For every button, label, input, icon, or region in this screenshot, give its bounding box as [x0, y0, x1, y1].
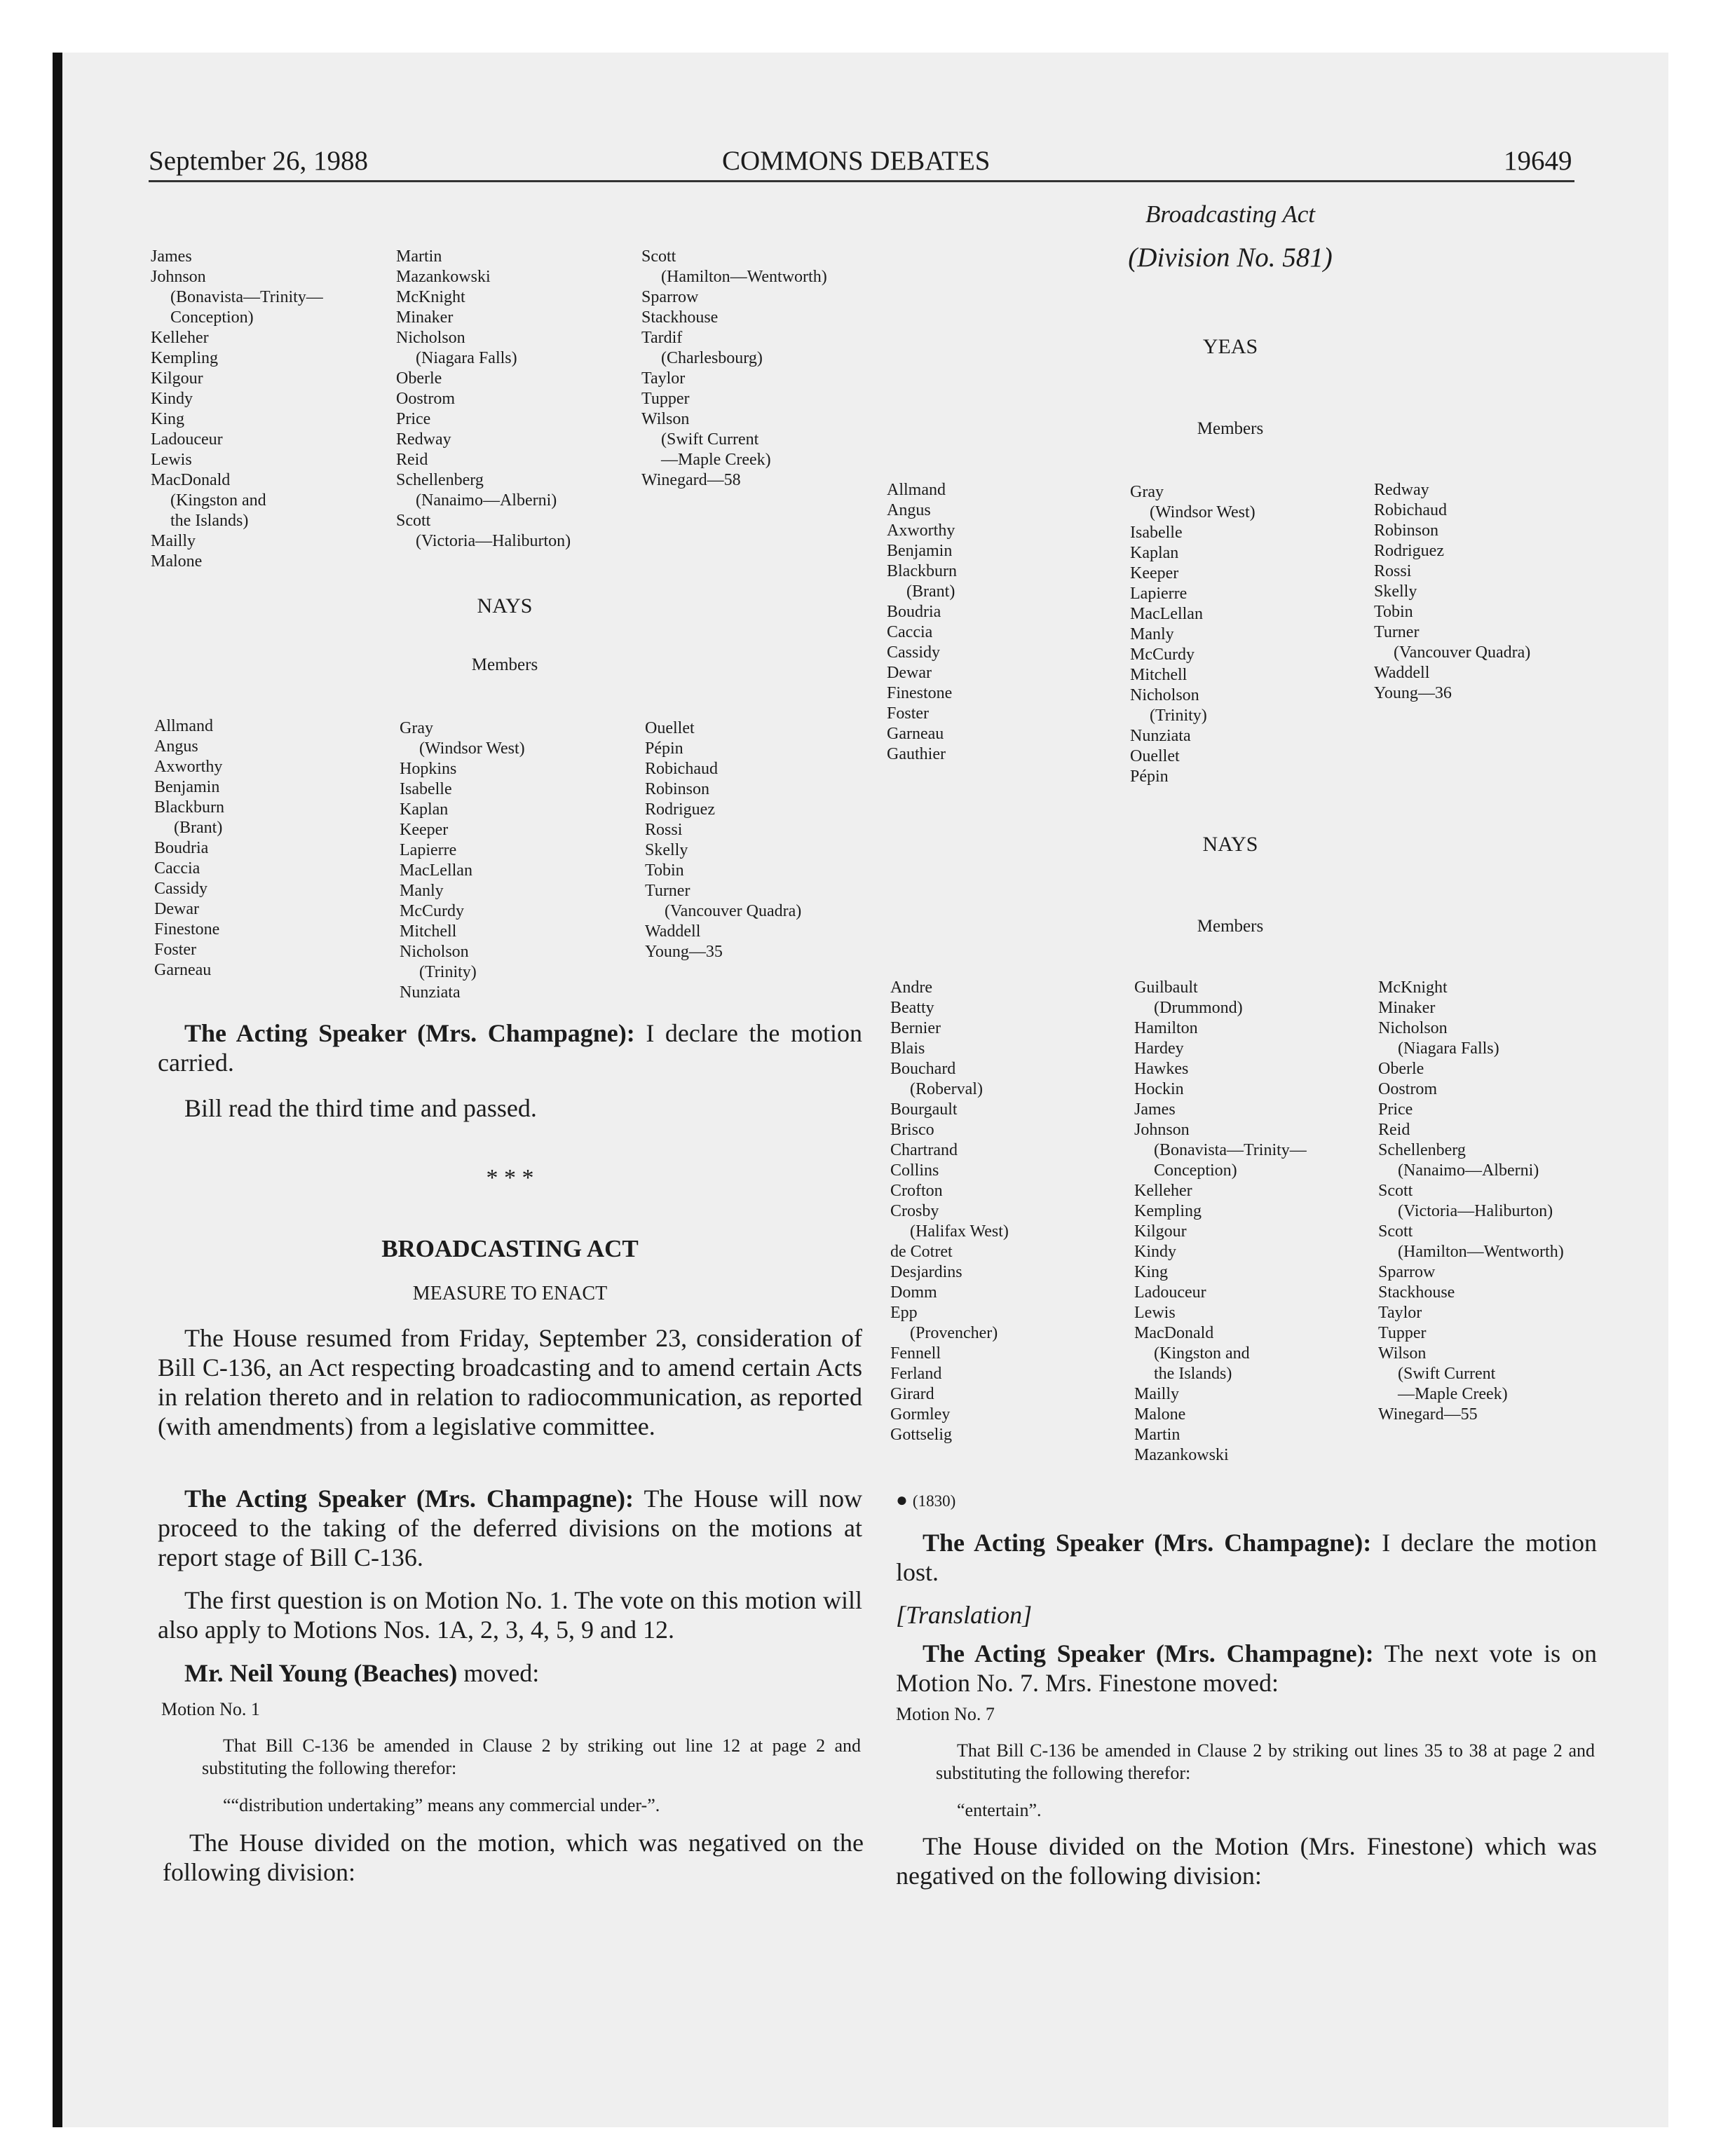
member-name: Stackhouse [641, 308, 719, 327]
member-name: Caccia [887, 623, 933, 641]
member-name: Waddell [645, 922, 701, 941]
member-name: Angus [887, 501, 931, 519]
member-name: Robinson [1374, 521, 1439, 540]
left-paragraph-bill-passed: Bill read the third time and passed. [184, 1094, 537, 1122]
member-name: (Provencher) [910, 1324, 998, 1342]
left-nays-col1 [154, 716, 224, 981]
member-name: Manly [1130, 625, 1174, 643]
member-name: (Brant) [906, 582, 955, 601]
member-name: Kempling [151, 349, 218, 367]
member-name: Mazankowski [1134, 1446, 1229, 1464]
speech-text: moved: [457, 1659, 540, 1687]
left-paragraph-deferred-divisions [158, 1484, 862, 1572]
member-name: Kelleher [1134, 1182, 1192, 1200]
scan-binding-edge [53, 53, 62, 2127]
member-name: (Trinity) [419, 963, 477, 981]
member-name: Winegard—55 [1378, 1405, 1478, 1424]
speaker-name: The Acting Speaker (Mrs. Champagne): [923, 1529, 1372, 1557]
member-name: Martin [1134, 1426, 1181, 1444]
member-name: MacLellan [400, 861, 472, 880]
member-name: Kilgour [151, 369, 203, 388]
member-name: Isabelle [400, 780, 452, 798]
member-name: Sparrow [1378, 1263, 1436, 1281]
member-name: Johnson [1134, 1121, 1190, 1139]
member-name: Crosby [890, 1202, 939, 1220]
speech-text: I declare the motion carried. [158, 1019, 862, 1077]
member-name: Young—36 [1374, 684, 1452, 702]
member-name: Hopkins [400, 760, 457, 778]
member-name: Kempling [1134, 1202, 1202, 1220]
member-name: Foster [887, 704, 929, 723]
right-paragraph-next-vote [896, 1639, 1597, 1698]
left-nays-col3 [645, 718, 801, 962]
speaker-name: The Acting Speaker (Mrs. Champagne): [923, 1639, 1374, 1667]
member-name: (Windsor West) [1150, 503, 1256, 521]
right-yeas-col2 [1130, 482, 1256, 787]
member-name: Lewis [1134, 1304, 1176, 1322]
left-paragraph-moved [158, 1658, 862, 1688]
left-yeas-col1 [151, 247, 323, 572]
member-name: Kindy [1134, 1243, 1176, 1261]
member-name: Rodriguez [1374, 542, 1444, 560]
member-name: (Vancouver Quadra) [1394, 643, 1531, 662]
member-name: —Maple Creek) [1398, 1385, 1508, 1403]
time-marker [896, 1489, 955, 1512]
member-name: Mitchell [400, 922, 457, 941]
member-name: Bernier [890, 1019, 941, 1037]
member-name: (Drummond) [1154, 999, 1243, 1017]
member-name: Brisco [890, 1121, 934, 1139]
member-name: the Islands) [170, 512, 249, 530]
speech-text: The House will now proceed to the taking of the deferred divisions on the motions at report stage of Bill C-136. [158, 1485, 863, 1571]
left-paragraph-house-resumed: The House resumed from Friday, September 23, consideration of Bill C-136, an Act respecting broadcasting and to amend certain Acts in relation thereto and in relation to radiocommunication, as reported (with amendments) from a legislative committee. [158, 1324, 862, 1440]
member-name: Allmand [887, 481, 946, 499]
member-name: Girard [890, 1385, 934, 1403]
member-name: Turner [645, 882, 690, 900]
member-name: Oostrom [1378, 1080, 1437, 1098]
member-name: MacDonald [151, 471, 231, 489]
member-name: Wilson [641, 410, 690, 428]
member-name: Johnson [151, 268, 206, 286]
member-name: Chartrand [890, 1141, 958, 1159]
member-name: Nunziata [400, 983, 461, 1002]
member-name: Cassidy [154, 880, 208, 898]
left-motion-text: That Bill C-136 be amended in Clause 2 by striking out line 12 at page 2 and substituting the following therefor: [202, 1735, 861, 1778]
right-act-title: Broadcasting Act [1145, 200, 1316, 228]
left-nays-col2 [400, 718, 525, 1003]
right-division-number: (Division No. 581) [1128, 243, 1333, 273]
member-name: Gormley [890, 1405, 951, 1424]
member-name: Robinson [645, 780, 710, 798]
speaker-name: Mr. Neil Young (Beaches) [184, 1659, 458, 1687]
member-name: Tardif [641, 329, 683, 347]
member-name: (Windsor West) [419, 739, 525, 758]
member-name: Blackburn [154, 798, 224, 817]
member-name: Conception) [170, 308, 254, 327]
member-name: Andre [890, 978, 932, 997]
member-name: (Hamilton—Wentworth) [1398, 1243, 1564, 1261]
member-name: Crofton [890, 1182, 943, 1200]
member-name: Mailly [151, 532, 196, 550]
member-name: Dewar [154, 900, 199, 918]
member-name: Fennell [890, 1344, 941, 1363]
member-name: (Kingston and [1154, 1344, 1250, 1363]
member-name: (Vancouver Quadra) [665, 902, 802, 920]
member-name: Nicholson [1130, 686, 1199, 704]
member-name: Kelleher [151, 329, 209, 347]
member-name: Ferland [890, 1365, 942, 1383]
right-members-heading: Members [1197, 419, 1264, 438]
member-name: Allmand [154, 717, 213, 735]
member-name: Foster [154, 941, 196, 959]
member-name: Lapierre [400, 841, 457, 859]
bullet-dot-icon: ● [896, 1489, 913, 1511]
member-name: Beatty [890, 999, 934, 1017]
member-name: (Bonavista—Trinity— [1154, 1141, 1307, 1159]
member-name: Keeper [400, 821, 449, 839]
member-name: Mazankowski [396, 268, 491, 286]
member-name: the Islands) [1154, 1365, 1232, 1383]
member-name: Oberle [396, 369, 442, 388]
left-paragraph-motion-carried [158, 1018, 862, 1077]
member-name: Skelly [1374, 582, 1417, 601]
member-name: Hamilton [1134, 1019, 1198, 1037]
time-marker-text: (1830) [912, 1492, 956, 1510]
member-name: Robichaud [1374, 501, 1447, 519]
member-name: McKnight [1378, 978, 1448, 997]
member-name: (Halifax West) [910, 1222, 1009, 1241]
member-name: Garneau [154, 961, 212, 979]
header-page-number: 19649 [1504, 146, 1572, 176]
member-name: (Trinity) [1150, 707, 1207, 725]
member-name: Kindy [151, 390, 193, 408]
member-name: Reid [396, 451, 428, 469]
member-name: Nicholson [1378, 1019, 1448, 1037]
right-translation-note: [Translation] [896, 1601, 1033, 1629]
right-paragraph-motion-lost [896, 1528, 1597, 1587]
member-name: Scott [1378, 1222, 1413, 1241]
left-motion-label: Motion No. 1 [161, 1699, 260, 1719]
member-name: Angus [154, 737, 198, 756]
member-name: Winegard—58 [641, 471, 741, 489]
member-name: Tupper [1378, 1324, 1427, 1342]
member-name: Blackburn [887, 562, 957, 580]
right-yeas-col3 [1374, 480, 1530, 704]
member-name: (Niagara Falls) [416, 349, 517, 367]
member-name: Oberle [1378, 1060, 1424, 1078]
member-name: (Nanaimo—Alberni) [416, 491, 557, 510]
member-name: Gottselig [890, 1426, 952, 1444]
member-name: Keeper [1130, 564, 1179, 582]
member-name: Benjamin [887, 542, 953, 560]
right-nays-col1 [890, 978, 1009, 1445]
member-name: Price [1378, 1100, 1413, 1119]
member-name: Boudria [887, 603, 941, 621]
member-name: Boudria [154, 839, 209, 857]
member-name: Waddell [1374, 664, 1430, 682]
member-name: Wilson [1378, 1344, 1427, 1363]
right-motion-label: Motion No. 7 [896, 1704, 995, 1724]
member-name: Lewis [151, 451, 192, 469]
member-name: Garneau [887, 725, 944, 743]
member-name: (Niagara Falls) [1398, 1039, 1499, 1058]
member-name: Epp [890, 1304, 918, 1322]
member-name: (Brant) [174, 819, 223, 837]
member-name: Martin [396, 247, 442, 266]
member-name: Blais [890, 1039, 925, 1058]
member-name: James [1134, 1100, 1176, 1119]
right-motion-text: That Bill C-136 be amended in Clause 2 by striking out lines 35 to 38 at page 2 and substituting the following therefor: [936, 1740, 1595, 1783]
member-name: Taylor [1378, 1304, 1422, 1322]
member-name: Redway [396, 430, 451, 449]
member-name: (Roberval) [910, 1080, 983, 1098]
member-name: Mailly [1134, 1385, 1179, 1403]
member-name: Manly [400, 882, 444, 900]
left-members-heading: Members [471, 655, 538, 674]
member-name: Caccia [154, 859, 200, 878]
section-title: BROADCASTING ACT [381, 1235, 639, 1262]
right-nays-members-heading: Members [1197, 917, 1264, 936]
header-date: September 26, 1988 [149, 146, 369, 176]
right-yeas-heading: YEAS [1202, 335, 1258, 358]
member-name: MacDonald [1134, 1324, 1214, 1342]
member-name: Robichaud [645, 760, 718, 778]
member-name: Malone [1134, 1405, 1186, 1424]
member-name: Schellenberg [1378, 1141, 1466, 1159]
member-name: Nicholson [400, 943, 469, 961]
member-name: Axworthy [154, 758, 223, 776]
member-name: Scott [1378, 1182, 1413, 1200]
member-name: Reid [1378, 1121, 1410, 1139]
member-name: King [151, 410, 184, 428]
left-motion-quote: ““distribution undertaking” means any commercial under-”. [223, 1795, 660, 1815]
member-name: Redway [1374, 481, 1429, 499]
member-name: (Swift Current [661, 430, 759, 449]
member-name: (Victoria—Haliburton) [416, 532, 571, 550]
right-nays-col3 [1378, 978, 1564, 1425]
member-name: Gauthier [887, 745, 946, 763]
member-name: Turner [1374, 623, 1420, 641]
member-name: Desjardins [890, 1263, 962, 1281]
member-name: Taylor [641, 369, 686, 388]
speech-text: The next vote is on Motion No. 7. Mrs. Finestone moved: [896, 1639, 1597, 1697]
member-name: Ladouceur [1134, 1283, 1206, 1302]
member-name: Pépin [1130, 767, 1169, 786]
header-rule [149, 180, 1574, 182]
member-name: (Charlesbourg) [661, 349, 763, 367]
member-name: Minaker [396, 308, 454, 327]
member-name: Collins [890, 1161, 939, 1180]
member-name: Gray [400, 719, 433, 737]
member-name: Domm [890, 1283, 937, 1302]
member-name: Tupper [641, 390, 690, 408]
member-name: Conception) [1154, 1161, 1237, 1180]
member-name: (Victoria—Haliburton) [1398, 1202, 1553, 1220]
right-nays-heading: NAYS [1202, 833, 1258, 856]
member-name: Tobin [645, 861, 684, 880]
member-name: Mitchell [1130, 666, 1188, 684]
speaker-name: The Acting Speaker (Mrs. Champagne): [184, 1019, 635, 1047]
member-name: Oostrom [396, 390, 455, 408]
member-name: (Swift Current [1398, 1365, 1496, 1383]
member-name: McKnight [396, 288, 465, 306]
member-name: Bourgault [890, 1100, 958, 1119]
member-name: Pépin [645, 739, 683, 758]
member-name: Finestone [154, 920, 220, 939]
member-name: Kaplan [400, 800, 449, 819]
member-name: Young—35 [645, 943, 723, 961]
left-paragraph-house-divided: The House divided on the motion, which was negatived on the following division: [163, 1829, 864, 1886]
member-name: James [151, 247, 192, 266]
member-name: Stackhouse [1378, 1283, 1455, 1302]
right-motion-quote: “entertain”. [957, 1800, 1042, 1820]
right-yeas-col1 [887, 480, 957, 765]
member-name: Scott [641, 247, 676, 266]
member-name: Ouellet [1130, 747, 1180, 765]
member-name: Axworthy [887, 521, 955, 540]
member-name: —Maple Creek) [661, 451, 771, 469]
member-name: Gray [1130, 483, 1164, 501]
member-name: Schellenberg [396, 471, 484, 489]
member-name: (Bonavista—Trinity— [170, 288, 323, 306]
member-name: Hawkes [1134, 1060, 1189, 1078]
member-name: Scott [396, 512, 431, 530]
left-nays-heading: NAYS [477, 594, 533, 618]
member-name: (Kingston and [170, 491, 266, 510]
member-name: Ouellet [645, 719, 695, 737]
member-name: Isabelle [1130, 524, 1183, 542]
member-name: Guilbault [1134, 978, 1198, 997]
member-name: Hardey [1134, 1039, 1184, 1058]
member-name: King [1134, 1263, 1168, 1281]
member-name: de Cotret [890, 1243, 953, 1261]
member-name: Ladouceur [151, 430, 223, 449]
member-name: MacLellan [1130, 605, 1203, 623]
member-name: Kaplan [1130, 544, 1179, 562]
member-name: Dewar [887, 664, 932, 682]
speaker-name: The Acting Speaker (Mrs. Champagne): [184, 1485, 634, 1513]
right-paragraph-house-divided: The House divided on the Motion (Mrs. Finestone) which was negatived on the following division: [896, 1832, 1597, 1890]
right-nays-col2 [1134, 978, 1307, 1466]
left-paragraph-first-question: The first question is on Motion No. 1. The vote on this motion will also apply to Motions Nos. 1A, 2, 3, 4, 5, 9 and 12. [158, 1586, 862, 1644]
section-separator-stars: * * * [486, 1165, 534, 1191]
member-name: Sparrow [641, 288, 699, 306]
member-name: Benjamin [154, 778, 220, 796]
left-yeas-col2 [396, 247, 571, 552]
member-name: Rossi [1374, 562, 1412, 580]
member-name: McCurdy [400, 902, 464, 920]
member-name: (Nanaimo—Alberni) [1398, 1161, 1539, 1180]
member-name: Tobin [1374, 603, 1413, 621]
member-name: Minaker [1378, 999, 1436, 1017]
member-name: Nunziata [1130, 727, 1191, 745]
left-yeas-col3 [641, 247, 827, 491]
member-name: Rossi [645, 821, 683, 839]
member-name: Cassidy [887, 643, 941, 662]
member-name: Nicholson [396, 329, 465, 347]
header-publication: COMMONS DEBATES [722, 146, 991, 176]
member-name: (Hamilton—Wentworth) [661, 268, 827, 286]
member-name: McCurdy [1130, 646, 1195, 664]
section-subtitle: MEASURE TO ENACT [412, 1283, 608, 1304]
member-name: Bouchard [890, 1060, 956, 1078]
member-name: Skelly [645, 841, 688, 859]
member-name: Malone [151, 552, 203, 571]
member-name: Rodriguez [645, 800, 715, 819]
member-name: Lapierre [1130, 585, 1188, 603]
speech-text: I declare the motion lost. [896, 1529, 1597, 1586]
member-name: Price [396, 410, 431, 428]
member-name: Finestone [887, 684, 953, 702]
member-name: Kilgour [1134, 1222, 1187, 1241]
member-name: Hockin [1134, 1080, 1184, 1098]
